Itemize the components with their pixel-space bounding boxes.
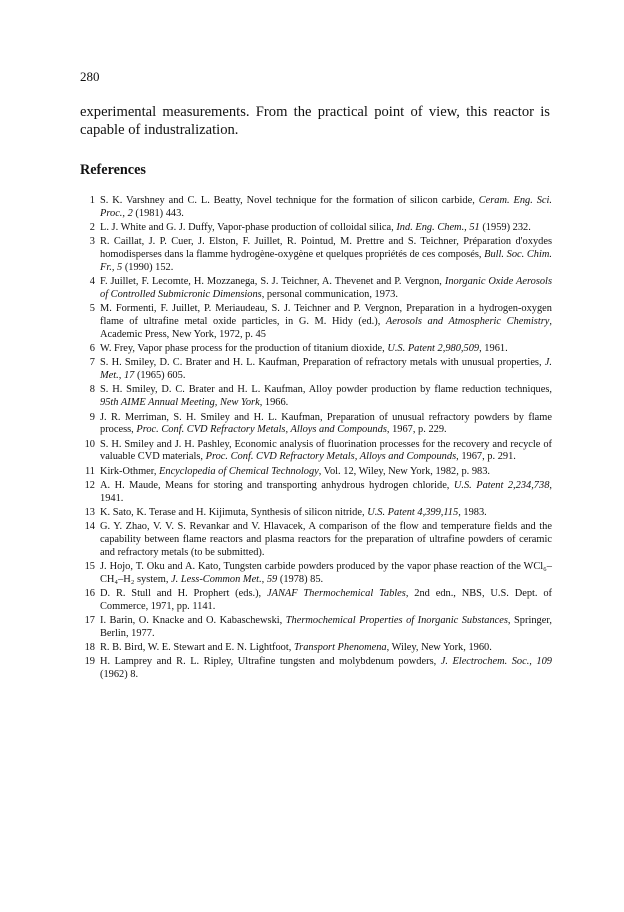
reference-item <box>78 588 552 614</box>
reference-text <box>100 236 552 273</box>
reference-text <box>100 588 552 612</box>
reference-text-segment: , Springer, Berlin, 1977. <box>100 615 552 639</box>
reference-text-segment: F. Juillet, F. Lecomte, H. Mozzanega, S. J. Teichner, A. Thevenet and P. Vergnon, <box>100 276 445 288</box>
reference-source-italic: U.S. Patent 2,234,738 <box>453 479 550 491</box>
reference-text <box>100 412 552 436</box>
reference-text <box>100 439 552 463</box>
reference-text-segment: , 1967, p. 291. <box>456 451 516 463</box>
reference-text-segment: S. K. Varshney and C. L. Beatty, Novel technique for the formation of silicon carbide, <box>100 195 479 206</box>
reference-number: 12 <box>84 479 95 491</box>
reference-source-italic: Ceram. Eng. Sci. Proc., 2 <box>100 195 552 219</box>
reference-text <box>100 384 552 408</box>
reference-source-italic: 95th AIME Annual Meeting, New York <box>100 397 260 409</box>
reference-text-segment: S. H. Smiley, D. C. Brater and H. L. Kaufman, Preparation of refractory metals with unusual properties, <box>100 357 545 369</box>
reference-item <box>78 642 552 655</box>
reference-item <box>78 357 552 383</box>
reference-item <box>78 195 552 221</box>
reference-number: 15 <box>84 560 95 572</box>
reference-text-segment: G. Y. Zhao, V. V. S. Revankar and V. Hlavacek, A comparison of the flow and temperature fields and the capability between flame reactors and plasma reactors for the preparation of ultrafine powders of ceramic and refractory metals (to be submitted). <box>100 521 552 558</box>
reference-text-segment: K. Sato, K. Terase and H. Kijimuta, Synthesis of silicon nitride, <box>100 506 368 518</box>
reference-source-italic: Encyclopedia of Chemical Technology <box>159 465 319 477</box>
reference-text-segment: , 1966. <box>259 397 289 409</box>
reference-text-segment: I. Barin, O. Knacke and O. Kabaschewski, <box>100 615 286 627</box>
reference-text <box>100 276 552 300</box>
reference-number: 9 <box>89 411 95 423</box>
reference-number: 14 <box>84 521 95 532</box>
reference-text <box>100 195 552 219</box>
reference-item <box>78 466 552 479</box>
reference-number: 6 <box>89 343 95 355</box>
reference-source-italic: Thermochemical Properties of Inorganic Substances <box>285 615 508 627</box>
reference-source-italic: Transport Phenomena <box>293 642 387 654</box>
reference-text-segment: , Vol. 12, Wiley, New York, 1982, p. 983. <box>318 465 491 477</box>
reference-text <box>100 357 552 381</box>
reference-text-segment: J. R. Merriman, S. H. Smiley and H. L. Kaufman, Preparation of unusual refractory powders by flame process, <box>100 411 552 436</box>
reference-source-italic: Proc. Conf. CVD Refractory Metals, Alloys and Compounds <box>136 424 387 436</box>
reference-text-segment: , personal communication, 1973. <box>261 289 398 301</box>
reference-text <box>100 561 552 585</box>
reference-number: 11 <box>84 465 95 477</box>
reference-source-italic: Bull. Soc. Chim. Fr., 5 <box>100 249 552 274</box>
reference-number: 8 <box>89 384 95 396</box>
reference-text <box>100 642 492 653</box>
reference-text-segment: (1981) 443. <box>132 207 184 219</box>
reference-item <box>78 303 552 342</box>
body-paragraph: experimental measurements. From the practical point of view, this reactor is capable of industralization. <box>80 104 550 138</box>
reference-item <box>78 439 552 465</box>
reference-number: 3 <box>89 236 95 248</box>
reference-text <box>100 303 552 340</box>
reference-number: 5 <box>89 303 95 315</box>
reference-text-segment: Kirk-Othmer, <box>100 465 160 477</box>
reference-source-italic: Ind. Eng. Chem., 51 <box>396 222 480 234</box>
reference-text-segment: (1962) 8. <box>100 669 139 681</box>
reference-number: 4 <box>89 276 95 288</box>
reference-source-italic: J. Electrochem. Soc., 109 <box>440 656 552 668</box>
reference-number: 19 <box>84 656 95 668</box>
reference-text-segment: M. Formenti, F. Juillet, P. Meriaudeau, S. J. Teichner and P. Vergnon, Preparation in a hydrogen-oxygen flame of ultrafine metal oxide particles, in G. M. Hidy (ed.), <box>100 303 552 328</box>
reference-text-segment: , 1941. <box>100 479 553 504</box>
reference-text-segment: J. Hojo, T. Oku and A. Kato, Tungsten carbide powders produced by the vapor phase reaction of the WCl₆–CH₄–H₂ system, <box>100 560 552 585</box>
reference-item <box>78 480 552 506</box>
reference-text <box>100 656 552 680</box>
reference-text <box>100 480 552 504</box>
reference-text <box>100 222 531 233</box>
reference-text-segment: (1978) 85. <box>277 573 324 585</box>
reference-text-segment: H. Lamprey and R. L. Ripley, Ultrafine tungsten and molybdenum powders, <box>100 656 441 668</box>
reference-number: 10 <box>84 438 95 450</box>
reference-item <box>78 412 552 438</box>
reference-number: 1 <box>89 195 95 206</box>
reference-item <box>78 343 552 356</box>
reference-text-segment: R. B. Bird, W. E. Stewart and E. N. Lightfoot, <box>100 642 294 654</box>
reference-number: 7 <box>89 357 95 369</box>
reference-source-italic: Proc. Conf. CVD Refractory Metals, Alloys and Compounds <box>205 451 457 463</box>
reference-item <box>78 222 552 235</box>
reference-item <box>78 276 552 302</box>
reference-text <box>100 521 552 558</box>
reference-text-segment: , 1961. <box>479 343 508 355</box>
reference-item <box>78 615 552 641</box>
reference-number: 17 <box>84 615 95 627</box>
reference-source-italic: Aerosols and Atmospheric Chemistry <box>385 316 550 328</box>
reference-text-segment: A. H. Maude, Means for storing and transporting anhydrous hydrogen chloride, <box>100 479 454 491</box>
reference-text-segment: W. Frey, Vapor phase process for the production of titanium dioxide, <box>100 343 388 355</box>
reference-item <box>78 507 552 520</box>
reference-text-segment: D. R. Stull and H. Prophert (eds.), <box>100 588 267 600</box>
page-number: 280 <box>80 69 100 84</box>
reference-text-segment: S. H. Smiley and J. H. Pashley, Economic analysis of fluorination processes for the recovery and recycle of valuable CVD materials, <box>100 438 552 463</box>
reference-source-italic: U.S. Patent 4,399,115 <box>367 506 459 518</box>
reference-source-italic: Inorganic Oxide Aerosols of Controlled Submicronic Dimensions <box>100 276 552 301</box>
reference-source-italic: J. Less-Common Met., 59 <box>171 573 278 585</box>
reference-source-italic: U.S. Patent 2,980,509 <box>387 343 480 355</box>
references-heading: References <box>80 162 146 178</box>
reference-text <box>100 343 508 354</box>
reference-text-segment: (1990) 152. <box>122 262 174 274</box>
reference-text-segment: S. H. Smiley, D. C. Brater and H. L. Kaufman, Alloy powder production by flame reduction techniques, <box>100 384 552 396</box>
reference-number: 18 <box>84 642 95 654</box>
reference-number: 13 <box>84 506 95 518</box>
reference-item <box>78 656 552 682</box>
reference-source-italic: J. Met., 17 <box>100 357 552 382</box>
reference-text-segment: , Academic Press, New York, 1972, p. 45 <box>100 316 552 341</box>
reference-item <box>78 236 552 275</box>
reference-source-italic: JANAF Thermochemical Tables <box>266 588 406 600</box>
reference-text-segment: , Wiley, New York, 1960. <box>386 642 492 654</box>
reference-text <box>100 615 552 639</box>
reference-text-segment: L. J. White and G. J. Duffy, Vapor-phase production of colloidal silica, <box>100 222 397 234</box>
reference-number: 2 <box>89 222 95 234</box>
reference-text <box>100 466 490 477</box>
reference-text-segment: , 2nd edn., NBS, U.S. Dept. of Commerce, 1971, pp. 1141. <box>100 588 552 612</box>
reference-item <box>78 561 552 587</box>
reference-item <box>78 521 552 560</box>
reference-text-segment: , 1967, p. 229. <box>386 424 447 436</box>
reference-text-segment: R. Caillat, J. P. Cuer, J. Elston, F. Juillet, R. Pointud, M. Prettre and S. Teichner, Préparation d'oxydes homodisperses dans la flamme hydrogène-oxygène et quelques propriétés de ces composés, <box>100 236 552 261</box>
reference-text-segment: , 1983. <box>458 506 487 518</box>
reference-number: 16 <box>84 588 95 600</box>
reference-item <box>78 384 552 410</box>
reference-text-segment: (1959) 232. <box>479 222 531 234</box>
reference-text <box>100 507 487 518</box>
reference-list <box>78 195 552 683</box>
reference-text-segment: (1965) 605. <box>134 370 186 382</box>
